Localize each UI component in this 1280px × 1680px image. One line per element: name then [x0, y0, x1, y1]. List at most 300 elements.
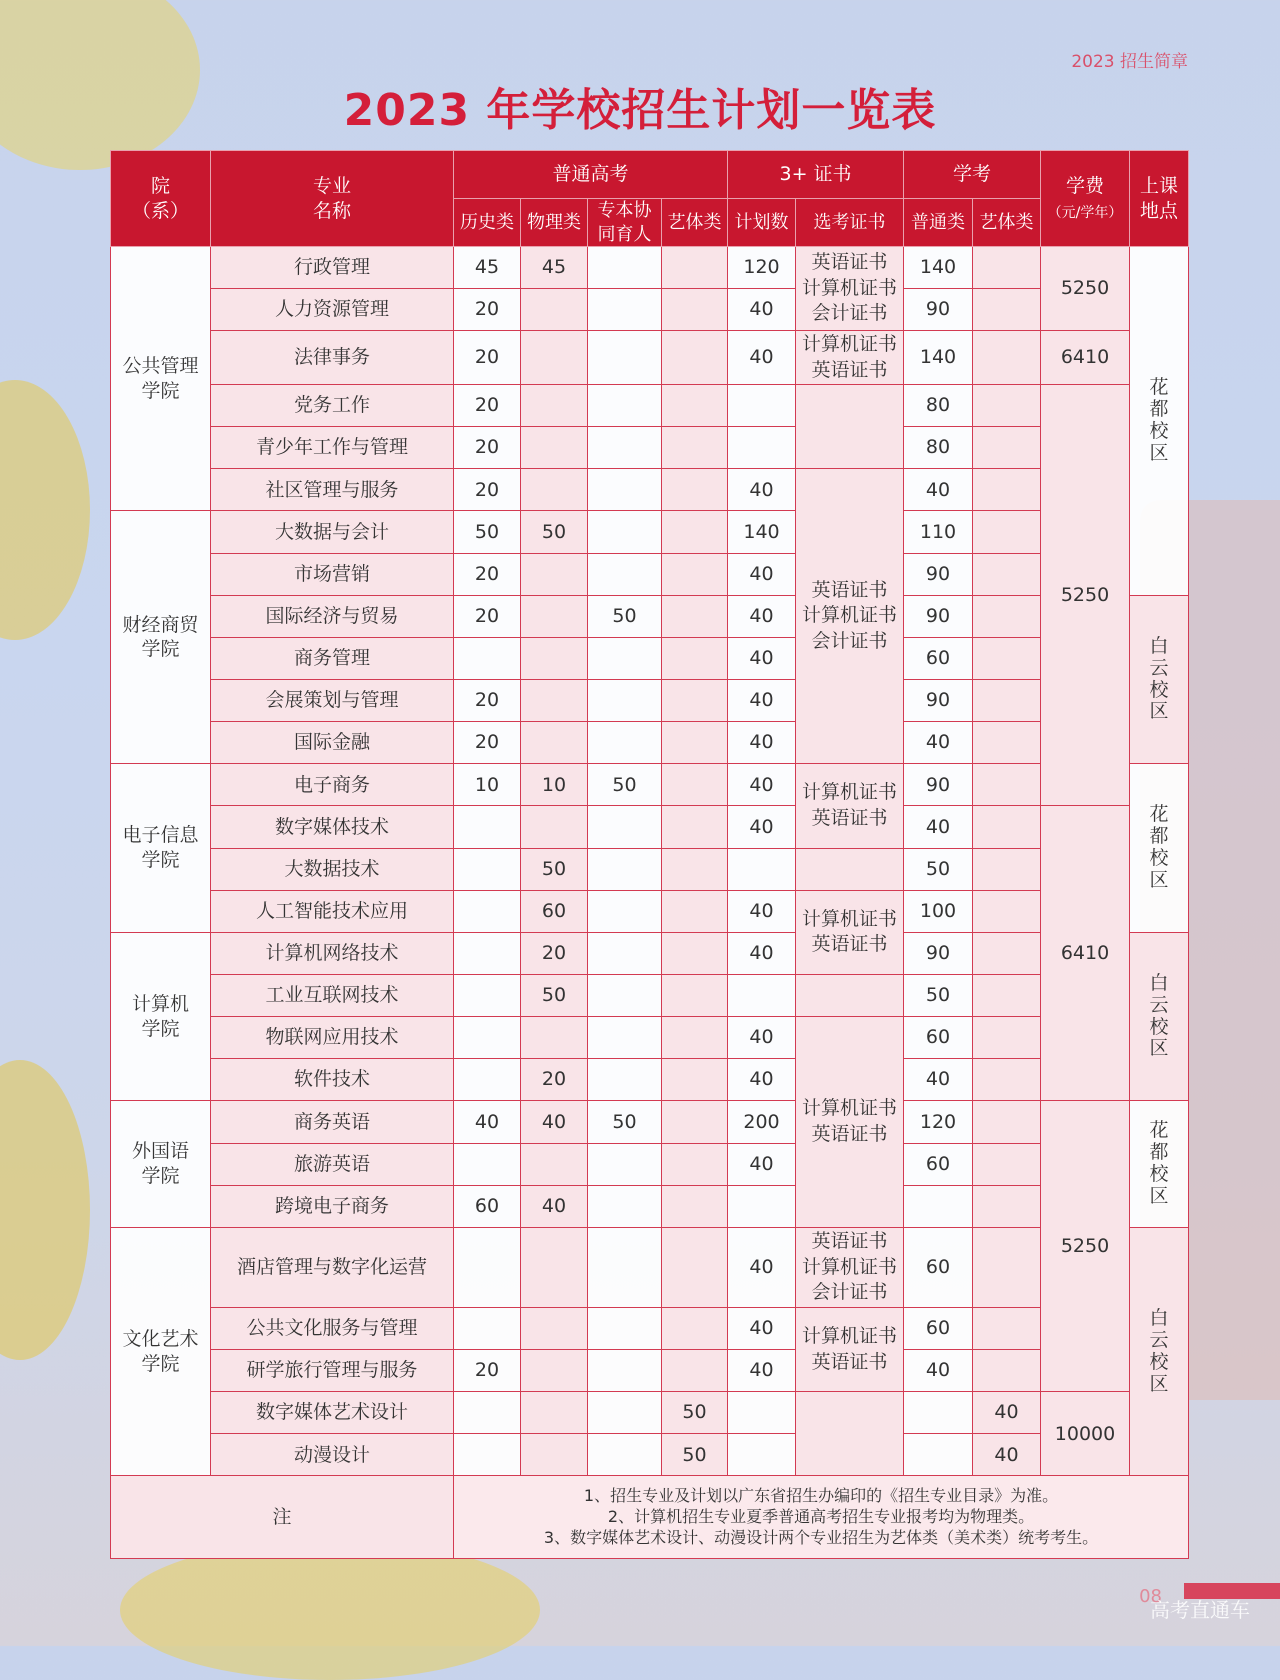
table-row: [111, 722, 1189, 764]
hist-count: 60: [454, 1185, 521, 1227]
hist-count: 50: [454, 511, 521, 553]
major-name: 公共文化服务与管理: [211, 1307, 454, 1349]
art-count: [662, 1307, 728, 1349]
normal-count: 80: [904, 385, 973, 427]
hist-count: 20: [454, 553, 521, 595]
header-cert: 3+ 证书: [728, 151, 904, 199]
normal-count: 40: [904, 722, 973, 764]
normal-count: 110: [904, 511, 973, 553]
plan-count: 40: [728, 469, 796, 511]
plan-count: 40: [728, 637, 796, 679]
art-xuekao-count: [973, 637, 1041, 679]
normal-count: 140: [904, 331, 973, 385]
brochure-tag: 2023 招生简章: [1071, 52, 1188, 72]
table-row: [111, 1017, 1189, 1059]
coop-count: 50: [588, 764, 662, 806]
art-count: 50: [662, 1434, 728, 1476]
phys-count: 60: [521, 890, 588, 932]
header-cert-select: 选考证书: [796, 199, 904, 247]
art-xuekao-count: [973, 1017, 1041, 1059]
phys-count: [521, 806, 588, 848]
plan-count: [728, 385, 796, 427]
normal-count: [904, 1185, 973, 1227]
major-name: 人工智能技术应用: [211, 890, 454, 932]
phys-count: 50: [521, 511, 588, 553]
hist-count: 20: [454, 469, 521, 511]
art-xuekao-count: [973, 385, 1041, 427]
table-row: [111, 1059, 1189, 1101]
table-row: [111, 680, 1189, 722]
art-xuekao-count: [973, 289, 1041, 331]
plan-count: 140: [728, 511, 796, 553]
hist-count: 20: [454, 680, 521, 722]
hist-count: 20: [454, 289, 521, 331]
art-xuekao-count: [973, 932, 1041, 974]
phys-count: [521, 1307, 588, 1349]
coop-count: [588, 1059, 662, 1101]
table-row: [111, 764, 1189, 806]
campus-cell: 白 云 校 区: [1130, 595, 1189, 764]
coop-count: [588, 427, 662, 469]
table-row: [111, 511, 1189, 553]
art-xuekao-count: 40: [973, 1434, 1041, 1476]
hist-count: 40: [454, 1101, 521, 1143]
art-xuekao-count: [973, 469, 1041, 511]
normal-count: 50: [904, 848, 973, 890]
header-gaokao: 普通高考: [454, 151, 728, 199]
table-row: [111, 1434, 1189, 1476]
table-row: [111, 1392, 1189, 1434]
art-xuekao-count: [973, 331, 1041, 385]
header-xuekao: 学考: [904, 151, 1041, 199]
plan-count: 40: [728, 553, 796, 595]
phys-count: 50: [521, 848, 588, 890]
cert-cell: [796, 848, 904, 890]
major-name: 跨境电子商务: [211, 1185, 454, 1227]
note-line: 2、计算机招生专业夏季普通高考招生专业报考均为物理类。: [607, 1506, 1035, 1526]
header-normal: 普通类: [904, 199, 973, 247]
phys-count: 10: [521, 764, 588, 806]
plan-count: 200: [728, 1101, 796, 1143]
major-name: 工业互联网技术: [211, 974, 454, 1016]
normal-count: 60: [904, 1307, 973, 1349]
major-name: 数字媒体技术: [211, 806, 454, 848]
dept-cell: 财经商贸 学院: [111, 511, 211, 764]
art-count: [662, 1350, 728, 1392]
enrollment-plan-table: [110, 150, 1189, 1559]
art-count: [662, 1059, 728, 1101]
normal-count: 90: [904, 680, 973, 722]
header-physics: 物理类: [521, 199, 588, 247]
cert-cell: 计算机证书 英语证书: [796, 890, 904, 974]
art-count: 50: [662, 1392, 728, 1434]
art-count: [662, 806, 728, 848]
table-row: [111, 806, 1189, 848]
phys-count: [521, 595, 588, 637]
plan-count: [728, 1185, 796, 1227]
art-count: [662, 1143, 728, 1185]
phys-count: [521, 553, 588, 595]
table-row: [111, 1350, 1189, 1392]
coop-count: [588, 247, 662, 289]
phys-count: [521, 637, 588, 679]
normal-count: 40: [904, 469, 973, 511]
major-name: 大数据技术: [211, 848, 454, 890]
art-xuekao-count: [973, 553, 1041, 595]
art-count: [662, 722, 728, 764]
hist-count: 45: [454, 247, 521, 289]
hist-count: 20: [454, 427, 521, 469]
phys-count: [521, 427, 588, 469]
art-count: [662, 1101, 728, 1143]
plan-count: 40: [728, 1143, 796, 1185]
fee-cell: 10000: [1041, 1392, 1130, 1476]
art-count: [662, 680, 728, 722]
plan-count: 40: [728, 289, 796, 331]
phys-count: 40: [521, 1101, 588, 1143]
coop-count: [588, 1227, 662, 1307]
header-dept: 院 （系）: [111, 151, 211, 247]
art-xuekao-count: [973, 680, 1041, 722]
art-count: [662, 385, 728, 427]
notes-row: [111, 1476, 1189, 1559]
normal-count: [904, 1434, 973, 1476]
header-art-xuekao: 艺体类: [973, 199, 1041, 247]
hist-count: [454, 806, 521, 848]
table-row: [111, 848, 1189, 890]
major-name: 研学旅行管理与服务: [211, 1350, 454, 1392]
hist-count: 20: [454, 385, 521, 427]
art-count: [662, 890, 728, 932]
table-row: [111, 385, 1189, 427]
coop-count: [588, 289, 662, 331]
cert-cell: 英语证书 计算机证书 会计证书: [796, 247, 904, 331]
art-count: [662, 974, 728, 1016]
art-count: [662, 511, 728, 553]
coop-count: [588, 1307, 662, 1349]
plan-count: 120: [728, 247, 796, 289]
major-name: 市场营销: [211, 553, 454, 595]
plan-count: [728, 974, 796, 1016]
cert-cell: 英语证书 计算机证书 会计证书: [796, 1227, 904, 1307]
coop-count: [588, 469, 662, 511]
art-count: [662, 764, 728, 806]
coop-count: [588, 553, 662, 595]
plan-count: 40: [728, 722, 796, 764]
hist-count: [454, 1227, 521, 1307]
art-count: [662, 469, 728, 511]
normal-count: 140: [904, 247, 973, 289]
art-xuekao-count: [973, 511, 1041, 553]
normal-count: 50: [904, 974, 973, 1016]
page-number: 08: [1139, 1586, 1162, 1607]
major-name: 软件技术: [211, 1059, 454, 1101]
major-name: 数字媒体艺术设计: [211, 1392, 454, 1434]
campus-cell: 花 都 校 区: [1130, 247, 1189, 596]
table-row: [111, 890, 1189, 932]
normal-count: 120: [904, 1101, 973, 1143]
note-line: 1、招生专业及计划以广东省招生办编印的《招生专业目录》为准。: [583, 1486, 1059, 1506]
normal-count: 90: [904, 764, 973, 806]
phys-count: 40: [521, 1185, 588, 1227]
normal-count: 80: [904, 427, 973, 469]
coop-count: [588, 1143, 662, 1185]
normal-count: 90: [904, 595, 973, 637]
plan-count: 40: [728, 1059, 796, 1101]
hist-count: 20: [454, 1350, 521, 1392]
art-count: [662, 1185, 728, 1227]
table-row: [111, 932, 1189, 974]
phys-count: [521, 722, 588, 764]
art-xuekao-count: [973, 890, 1041, 932]
header-fee: 学费 （元/学年）: [1041, 151, 1130, 247]
coop-count: [588, 848, 662, 890]
major-name: 国际金融: [211, 722, 454, 764]
hist-count: [454, 974, 521, 1016]
coop-count: [588, 1017, 662, 1059]
art-xuekao-count: [973, 1307, 1041, 1349]
phys-count: [521, 680, 588, 722]
fee-cell: 6410: [1041, 806, 1130, 1101]
hist-count: 20: [454, 595, 521, 637]
coop-count: [588, 1350, 662, 1392]
hist-count: [454, 1307, 521, 1349]
coop-count: [588, 890, 662, 932]
plan-count: 40: [728, 890, 796, 932]
plan-count: 40: [728, 932, 796, 974]
phys-count: 20: [521, 932, 588, 974]
art-xuekao-count: [973, 1059, 1041, 1101]
major-name: 大数据与会计: [211, 511, 454, 553]
phys-count: [521, 1143, 588, 1185]
art-count: [662, 932, 728, 974]
art-xuekao-count: [973, 722, 1041, 764]
phys-count: [521, 385, 588, 427]
campus-cell: 白 云 校 区: [1130, 1227, 1189, 1476]
page-title: 2023 年学校招生计划一览表: [343, 85, 937, 136]
table-row: [111, 1307, 1189, 1349]
campus-cell: 花 都 校 区: [1130, 1101, 1189, 1227]
cert-cell: 计算机证书 英语证书: [796, 1017, 904, 1228]
hist-count: [454, 932, 521, 974]
phys-count: [521, 331, 588, 385]
plan-count: [728, 1434, 796, 1476]
coop-count: [588, 974, 662, 1016]
coop-count: [588, 385, 662, 427]
major-name: 法律事务: [211, 331, 454, 385]
phys-count: 20: [521, 1059, 588, 1101]
table-row: [111, 1101, 1189, 1143]
normal-count: 90: [904, 932, 973, 974]
fee-cell: 6410: [1041, 331, 1130, 385]
dept-cell: 外国语 学院: [111, 1101, 211, 1227]
plan-count: 40: [728, 595, 796, 637]
hist-count: [454, 1059, 521, 1101]
note-line: 3、数字媒体艺术设计、动漫设计两个专业招生为艺体类（美术类）统考考生。: [543, 1527, 1099, 1547]
plan-count: 40: [728, 1350, 796, 1392]
coop-count: [588, 932, 662, 974]
art-xuekao-count: [973, 764, 1041, 806]
table-row: [111, 469, 1189, 511]
art-xuekao-count: [973, 1185, 1041, 1227]
normal-count: 90: [904, 289, 973, 331]
major-name: 人力资源管理: [211, 289, 454, 331]
fee-cell: 5250: [1041, 385, 1130, 806]
art-xuekao-count: [973, 974, 1041, 1016]
art-count: [662, 595, 728, 637]
cert-cell: 计算机证书 英语证书: [796, 1307, 904, 1391]
phys-count: 45: [521, 247, 588, 289]
hist-count: [454, 1434, 521, 1476]
art-xuekao-count: [973, 806, 1041, 848]
table-row: [111, 1227, 1189, 1307]
fee-cell: 5250: [1041, 1101, 1130, 1392]
phys-count: [521, 1392, 588, 1434]
table-row: [111, 637, 1189, 679]
hist-count: [454, 1017, 521, 1059]
phys-count: [521, 1350, 588, 1392]
plan-count: [728, 427, 796, 469]
art-count: [662, 1227, 728, 1307]
table-row: [111, 247, 1189, 289]
cert-cell: [796, 1392, 904, 1476]
header-coop: 专本协 同育人: [588, 199, 662, 247]
major-name: 行政管理: [211, 247, 454, 289]
phys-count: [521, 289, 588, 331]
major-name: 商务管理: [211, 637, 454, 679]
hist-count: 20: [454, 722, 521, 764]
dept-cell: 公共管理 学院: [111, 247, 211, 511]
table-row: [111, 1143, 1189, 1185]
art-xuekao-count: [973, 595, 1041, 637]
header-major: 专业 名称: [211, 151, 454, 247]
art-xuekao-count: [973, 1350, 1041, 1392]
header-history: 历史类: [454, 199, 521, 247]
hist-count: [454, 637, 521, 679]
plan-count: [728, 848, 796, 890]
art-count: [662, 427, 728, 469]
phys-count: [521, 1227, 588, 1307]
art-count: [662, 553, 728, 595]
notes-text: [454, 1476, 1189, 1559]
phys-count: 50: [521, 974, 588, 1016]
plan-count: 40: [728, 680, 796, 722]
art-xuekao-count: [973, 1227, 1041, 1307]
coop-count: 50: [588, 1101, 662, 1143]
cert-cell: 计算机证书 英语证书: [796, 331, 904, 385]
table-row: [111, 289, 1189, 331]
normal-count: 60: [904, 1017, 973, 1059]
phys-count: [521, 469, 588, 511]
major-name: 物联网应用技术: [211, 1017, 454, 1059]
dept-cell: 电子信息 学院: [111, 764, 211, 933]
fee-cell: 5250: [1041, 247, 1130, 331]
dept-cell: 文化艺术 学院: [111, 1227, 211, 1476]
table-row: [111, 974, 1189, 1016]
table-row: [111, 331, 1189, 385]
normal-count: 100: [904, 890, 973, 932]
normal-count: 60: [904, 637, 973, 679]
coop-count: [588, 637, 662, 679]
plan-count: [728, 1392, 796, 1434]
dept-cell: 计算机 学院: [111, 932, 211, 1101]
art-count: [662, 247, 728, 289]
art-count: [662, 637, 728, 679]
campus-cell: 花 都 校 区: [1130, 764, 1189, 933]
art-count: [662, 1017, 728, 1059]
major-name: 青少年工作与管理: [211, 427, 454, 469]
table-row: [111, 1185, 1189, 1227]
hist-count: 10: [454, 764, 521, 806]
notes-label: 注: [111, 1476, 454, 1559]
hist-count: [454, 1392, 521, 1434]
coop-count: [588, 806, 662, 848]
hist-count: [454, 890, 521, 932]
plan-count: 40: [728, 1017, 796, 1059]
header-campus: 上课 地点: [1130, 151, 1189, 247]
normal-count: 60: [904, 1143, 973, 1185]
flower-blob: [0, 1060, 90, 1360]
campus-cell: 白 云 校 区: [1130, 932, 1189, 1101]
flower-blob: [0, 380, 90, 640]
coop-count: 50: [588, 595, 662, 637]
major-name: 会展策划与管理: [211, 680, 454, 722]
normal-count: 40: [904, 806, 973, 848]
phys-count: [521, 1434, 588, 1476]
header-art: 艺体类: [662, 199, 728, 247]
header-plan: 计划数: [728, 199, 796, 247]
coop-count: [588, 1185, 662, 1227]
watermark: 高考直通车: [1150, 1598, 1250, 1622]
major-name: 商务英语: [211, 1101, 454, 1143]
cert-cell: 计算机证书 英语证书: [796, 764, 904, 848]
coop-count: [588, 722, 662, 764]
major-name: 动漫设计: [211, 1434, 454, 1476]
art-xuekao-count: [973, 427, 1041, 469]
art-count: [662, 289, 728, 331]
plan-count: 40: [728, 1307, 796, 1349]
normal-count: [904, 1392, 973, 1434]
art-count: [662, 331, 728, 385]
major-name: 国际经济与贸易: [211, 595, 454, 637]
art-count: [662, 848, 728, 890]
normal-count: 40: [904, 1059, 973, 1101]
normal-count: 90: [904, 553, 973, 595]
coop-count: [588, 680, 662, 722]
table-row: [111, 553, 1189, 595]
major-name: 社区管理与服务: [211, 469, 454, 511]
coop-count: [588, 1392, 662, 1434]
cert-cell: [796, 974, 904, 1016]
hist-count: [454, 848, 521, 890]
coop-count: [588, 511, 662, 553]
art-xuekao-count: [973, 848, 1041, 890]
major-name: 电子商务: [211, 764, 454, 806]
major-name: 酒店管理与数字化运营: [211, 1227, 454, 1307]
phys-count: [521, 1017, 588, 1059]
table-row: [111, 427, 1189, 469]
cert-cell: 英语证书 计算机证书 会计证书: [796, 469, 904, 764]
art-xuekao-count: 40: [973, 1392, 1041, 1434]
plan-count: 40: [728, 331, 796, 385]
art-xuekao-count: [973, 1101, 1041, 1143]
normal-count: 60: [904, 1227, 973, 1307]
major-name: 旅游英语: [211, 1143, 454, 1185]
hist-count: [454, 1143, 521, 1185]
plan-count: 40: [728, 764, 796, 806]
coop-count: [588, 1434, 662, 1476]
major-name: 计算机网络技术: [211, 932, 454, 974]
